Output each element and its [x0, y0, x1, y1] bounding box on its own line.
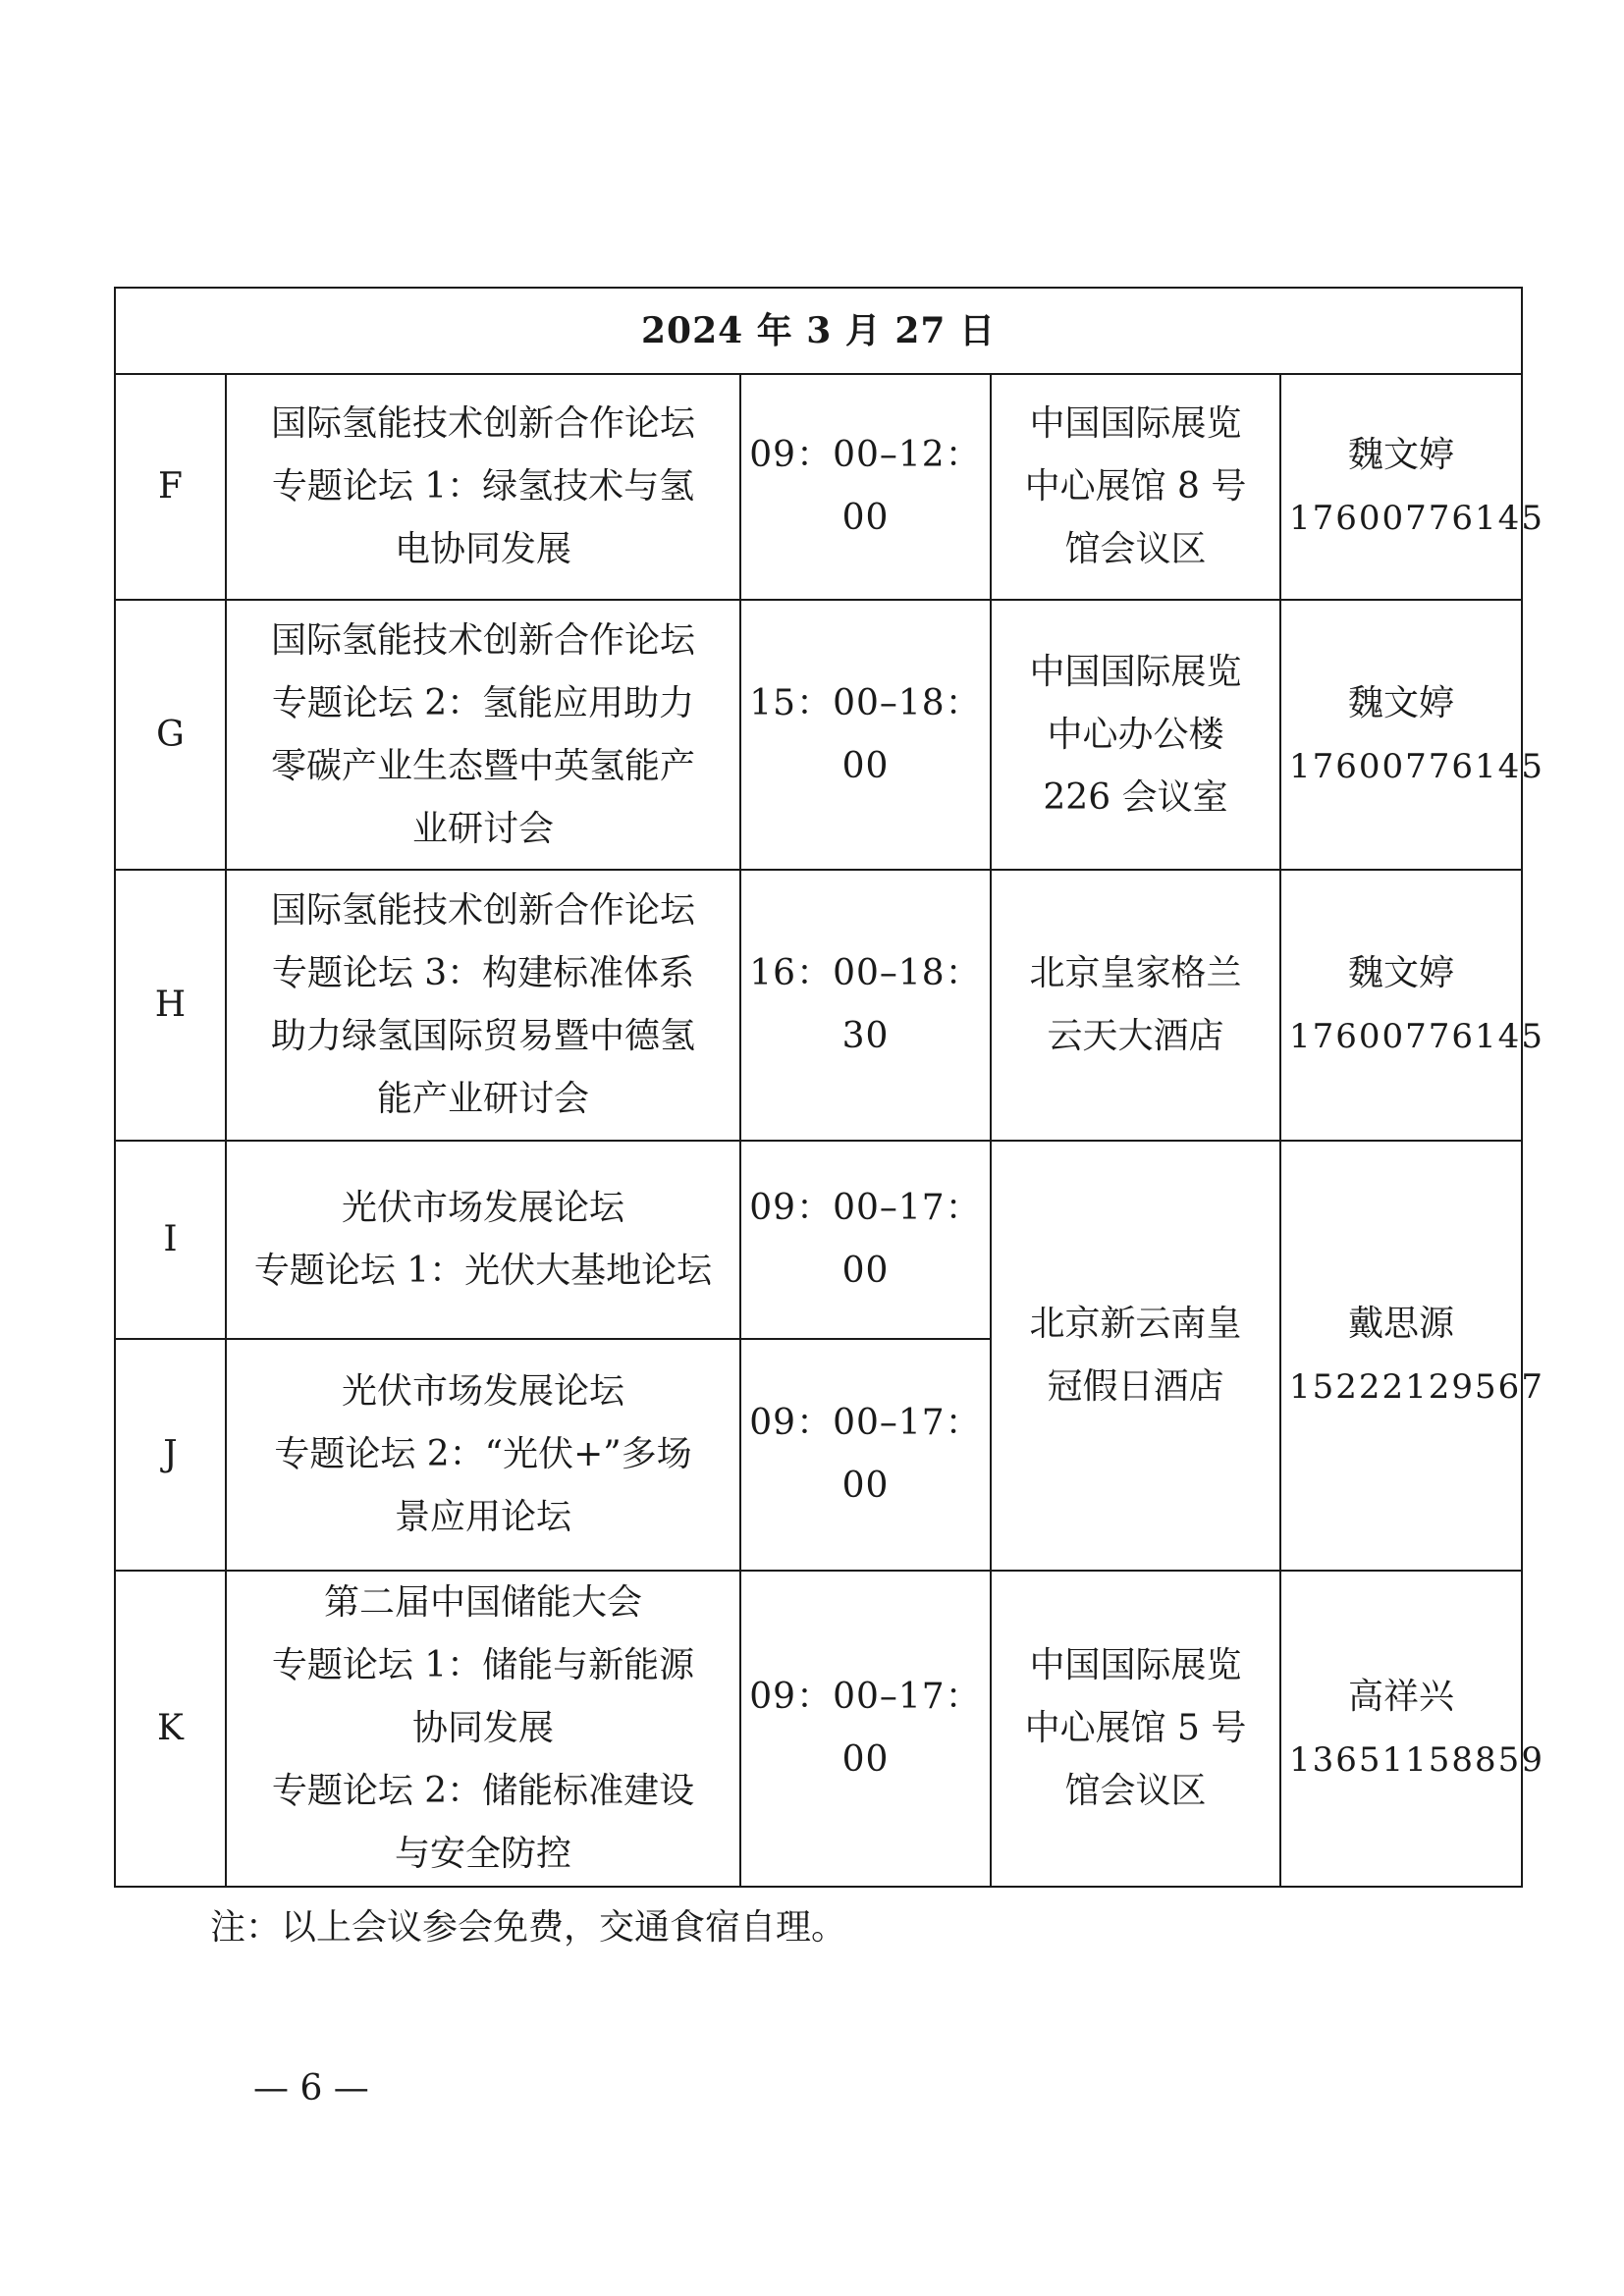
contact-phone: 13651158859	[1289, 1740, 1544, 1780]
forum-venue	[991, 870, 1280, 1141]
forum-name	[226, 1339, 740, 1571]
date-header: 2024 年 3 月 27 日	[115, 288, 1522, 374]
venue-line: 北京皇家格兰	[1029, 953, 1242, 993]
table-row	[115, 600, 1522, 870]
forum-name-line: 协同发展	[411, 1708, 554, 1748]
forum-name-line: 专题论坛 2：“光伏+”多场	[274, 1434, 692, 1474]
contact-name: 戴思源	[1348, 1304, 1455, 1344]
forum-name-line: 专题论坛 3：构建标准体系	[271, 953, 695, 993]
forum-name	[226, 1141, 740, 1339]
page-number: — 6 —	[253, 2068, 369, 2109]
contact-name: 魏文婷	[1348, 435, 1455, 475]
contact-name: 魏文婷	[1348, 953, 1455, 993]
forum-name	[226, 870, 740, 1141]
forum-venue	[991, 1571, 1280, 1887]
forum-name-line: 景应用论坛	[394, 1497, 571, 1537]
contact-phone: 17600776145	[1289, 1017, 1544, 1056]
forum-time: 16：00–18：30	[740, 870, 991, 1141]
venue-line: 云天大酒店	[1047, 1016, 1224, 1056]
forum-name-line: 电协同发展	[394, 529, 571, 569]
forum-name-line: 国际氢能技术创新合作论坛	[270, 890, 695, 931]
forum-name-line: 与安全防控	[394, 1834, 571, 1874]
forum-name-line: 专题论坛 2：储能标准建设	[271, 1771, 695, 1811]
venue-line: 中心展馆 8 号	[1024, 466, 1247, 507]
row-code: F	[115, 374, 226, 600]
contact-phone: 17600776145	[1289, 499, 1544, 538]
forum-contact	[1280, 1571, 1544, 1887]
forum-name-line: 国际氢能技术创新合作论坛	[270, 403, 695, 444]
date-header-row	[115, 288, 1522, 374]
forum-venue	[991, 374, 1280, 600]
row-code: J	[115, 1339, 226, 1571]
venue-line: 中国国际展览	[1029, 651, 1242, 692]
forum-name	[226, 374, 740, 600]
venue-line: 中国国际展览	[1029, 1645, 1242, 1685]
table-row	[115, 1571, 1522, 1887]
forum-name-line: 专题论坛 1：光伏大基地论坛	[253, 1251, 713, 1291]
table-row	[115, 870, 1522, 1141]
schedule-table	[114, 287, 1544, 1888]
forum-venue	[991, 600, 1280, 870]
forum-time: 15：00–18：00	[740, 600, 991, 870]
contact-name: 魏文婷	[1348, 682, 1455, 723]
forum-name-line: 国际氢能技术创新合作论坛	[270, 619, 695, 661]
forum-time: 09：00–17：00	[740, 1571, 991, 1887]
contact-phone: 15222129567	[1289, 1367, 1544, 1407]
forum-name-line: 光伏市场发展论坛	[341, 1371, 624, 1412]
table-row	[115, 1141, 1522, 1339]
forum-time: 09：00–17：00	[740, 1339, 991, 1571]
venue-line: 中心展馆 5 号	[1024, 1708, 1247, 1748]
row-code: I	[115, 1141, 226, 1339]
forum-time: 09：00–12：00	[740, 374, 991, 600]
venue-line: 北京新云南皇	[1029, 1304, 1242, 1344]
footnote: 注：以上会议参会免费，交通食宿自理。	[210, 1907, 847, 1948]
venue-line: 馆会议区	[1064, 1771, 1207, 1811]
forum-name-line: 专题论坛 1：绿氢技术与氢	[271, 466, 695, 507]
forum-name-line: 专题论坛 2：氢能应用助力	[271, 682, 695, 723]
forum-time: 09：00–17：00	[740, 1141, 991, 1339]
venue-line: 馆会议区	[1064, 529, 1207, 569]
forum-contact	[1280, 870, 1544, 1141]
row-code: H	[115, 870, 226, 1141]
contact-name: 高祥兴	[1348, 1677, 1455, 1717]
forum-contact	[1280, 1141, 1544, 1571]
row-code: K	[115, 1571, 226, 1887]
forum-name-line: 能产业研讨会	[376, 1079, 589, 1119]
forum-contact	[1280, 600, 1544, 870]
forum-name-line: 零碳产业生态暨中英氢能产	[270, 745, 695, 786]
forum-venue	[991, 1141, 1280, 1571]
forum-name	[226, 600, 740, 870]
forum-name-line: 第二届中国储能大会	[323, 1582, 642, 1623]
venue-line: 中心办公楼	[1047, 714, 1224, 755]
venue-line: 226 会议室	[1043, 776, 1228, 818]
contact-phone: 17600776145	[1289, 746, 1544, 786]
table-row	[115, 374, 1522, 600]
forum-name-line: 光伏市场发展论坛	[341, 1188, 624, 1228]
forum-name-line: 助力绿氢国际贸易暨中德氢	[270, 1016, 695, 1056]
venue-line: 中国国际展览	[1029, 403, 1242, 444]
forum-name-line: 专题论坛 1：储能与新能源	[271, 1645, 695, 1685]
venue-line: 冠假日酒店	[1047, 1366, 1224, 1407]
row-code: G	[115, 600, 226, 870]
forum-contact	[1280, 374, 1544, 600]
forum-name-line: 业研讨会	[411, 808, 554, 849]
forum-name	[226, 1571, 740, 1887]
